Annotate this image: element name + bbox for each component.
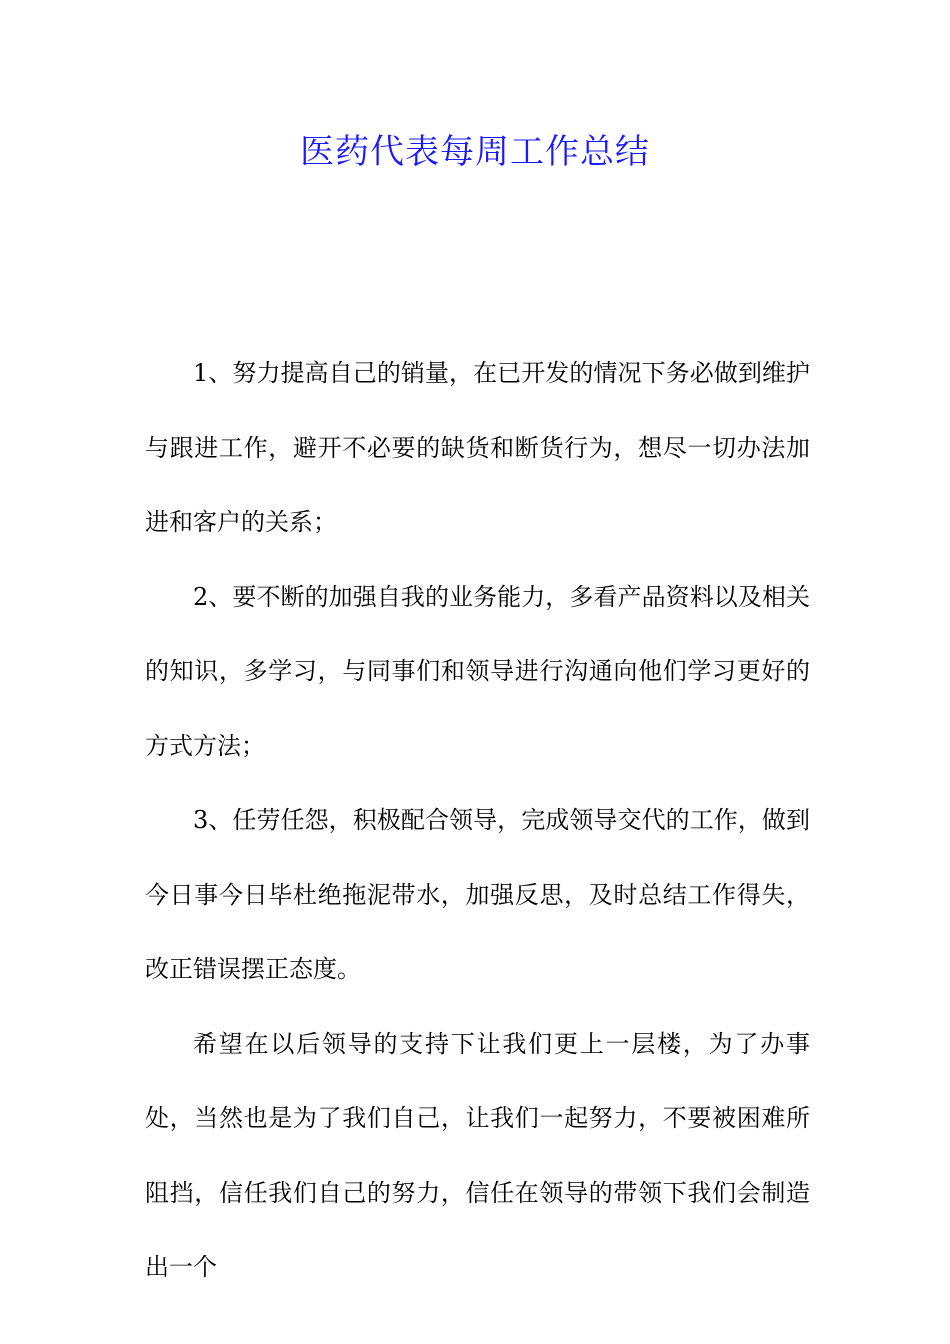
document-body: [145, 336, 810, 1305]
paragraph-4: 希望在以后领导的支持下让我们更上一层楼，为了办事处，当然也是为了我们自己，让我们一起努力，不要被困难所阻挡，信任我们自己的努力，信任在领导的带领下我们会制造出一个: [145, 1029, 810, 1281]
paragraph-2: 2、要不断的加强自我的业务能力，多看产品资料以及相关的知识，多学习，与同事们和领导进行沟通向他们学习更好的方式方法；: [145, 582, 810, 760]
paragraph-1: 1、努力提高自己的销量，在已开发的情况下务必做到维护与跟进工作，避开不必要的缺货和断货行为，想尽一切办法加进和客户的关系；: [145, 359, 810, 536]
page-title: 医药代表每周工作总结: [300, 132, 650, 172]
paragraph-3: 3、任劳任怨，积极配合领导，完成领导交代的工作，做到今日事今日毕杜绝拖泥带水，加强反思，及时总结工作得失，改正错误摆正态度。: [145, 806, 810, 983]
